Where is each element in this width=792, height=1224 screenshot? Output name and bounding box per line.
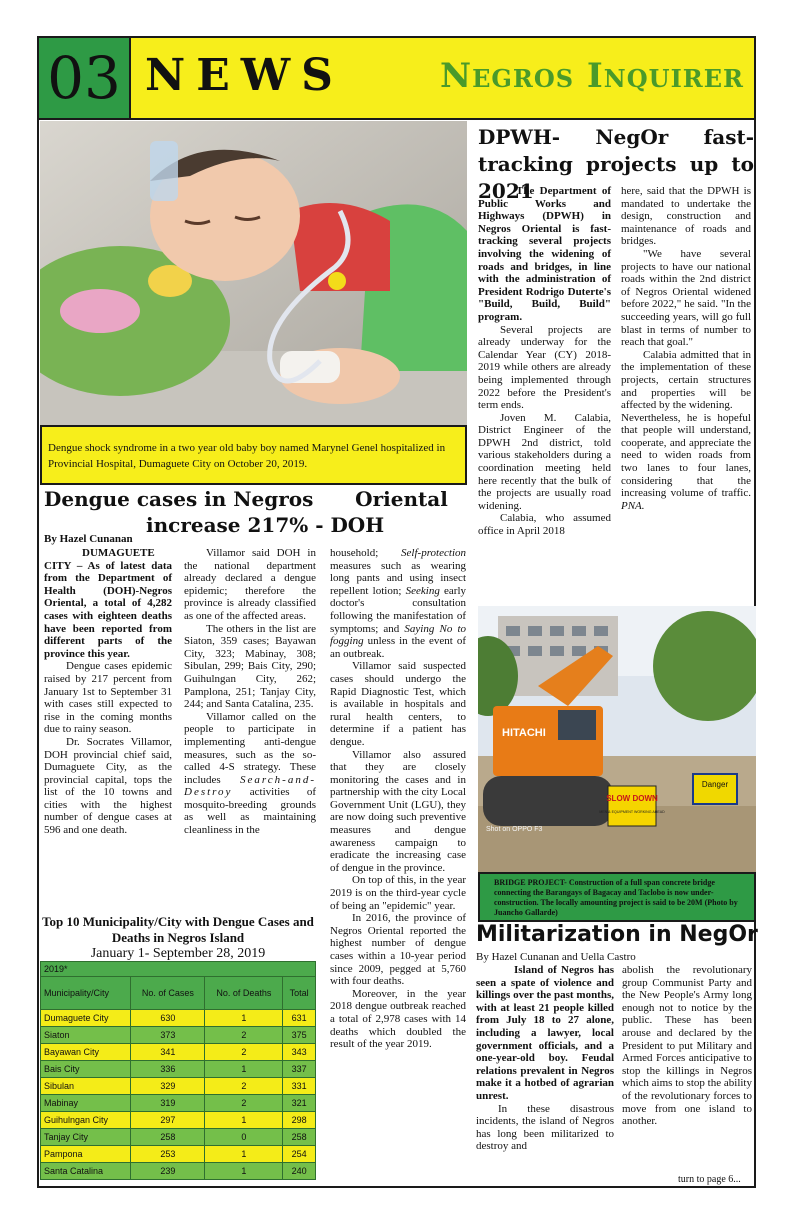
masthead — [39, 38, 754, 120]
photo-watermark: Shot on OPPO F3 — [486, 826, 543, 833]
dengue-paragraph — [184, 711, 316, 837]
cell-total: 258 — [283, 1129, 316, 1146]
dpwh-headline: DPWH- NegOr fast-tracking projects up to 2021 — [478, 125, 754, 203]
photo2-caption: BRIDGE PROJECT- Construction of a full span concrete bridge connecting the Barangays of Bagacay and Taclobo is now under-construction. The locally amounting project is said to be 20M (Photo by Juancho Gallarde) — [478, 872, 756, 922]
cell-municipality: Guihulngan City — [41, 1112, 131, 1129]
dpwh-paragraph: "We have several projects to have our national roads within the 2nd district of Negros Oriental widened before 2022," he said. "In the succeeding years, will go full blast in terms of number to reach that goal." — [621, 247, 751, 349]
cell-total: 298 — [283, 1112, 316, 1129]
dengue-headline-line1: Dengue cases in Negros Oriental — [44, 487, 448, 511]
dengue-table — [40, 961, 316, 1180]
dengue-paragraph: The others in the list are Siaton, 359 cases; Bayawan City, 323; Mabinay, 308; Sibulan, 299; Bais City, 290; Guihulngan City, 262; Pamplona, 251; Tanjay City, 244; and Santa Catalina, 235. — [184, 622, 316, 711]
cell-deaths: 1 — [205, 1146, 283, 1163]
cell-total: 240 — [283, 1163, 316, 1180]
dpwh-paragraph: Calabia admitted that in the implementation of these projects, certain structures and properties will be affected by the widening. — [621, 348, 751, 412]
dpwh-paragraph: Calabia, who assumed office in April 2018 — [478, 512, 611, 538]
table-row — [41, 1163, 316, 1180]
sign-danger: Danger — [701, 780, 729, 789]
dengue-headline — [44, 486, 474, 538]
table-title: Top 10 Municipality/City with Dengue Cases and Deaths in Negros Island — [42, 914, 314, 945]
cell-deaths: 1 — [205, 1010, 283, 1027]
machine-brand: HITACHI — [502, 727, 546, 739]
dengue-paragraph — [330, 547, 466, 660]
table-year: 2019* — [41, 962, 316, 977]
continued-note: turn to page 6... — [678, 1174, 741, 1185]
cell-cases: 341 — [131, 1044, 205, 1061]
dengue-column-3 — [330, 547, 466, 1051]
dengue-paragraph: Moreover, in the year 2018 dengue outbreak reached a total of 2,978 cases with 14 deaths which doubled the result of the year 2019. — [330, 987, 466, 1051]
militarization-byline: By Hazel Cunanan and Uella Castro — [476, 951, 636, 963]
cell-total: 254 — [283, 1146, 316, 1163]
text-run: Nevertheless, he is hopeful that people will understand, cooperate, and appreciate the need to widen roads from two lanes to four lanes, considering that the increasing volume of traffic. — [621, 411, 751, 500]
dengue-paragraph: On top of this, in the year 2019 is on the third-year cycle of being an "epidemic" year. — [330, 874, 466, 912]
cell-municipality: Dumaguete City — [41, 1010, 131, 1027]
emphasis: Seeking — [405, 584, 440, 597]
dengue-headline-line2: increase 217% - DOH — [146, 513, 385, 537]
dengue-paragraph: Villamor said DOH in the national department already declared a dengue epidemic; therefore the province is already classified as one of the affected areas. — [184, 547, 316, 622]
cell-deaths: 2 — [205, 1078, 283, 1095]
cell-cases: 297 — [131, 1112, 205, 1129]
table-row — [41, 1061, 316, 1078]
militarization-column-2 — [622, 964, 752, 1128]
militarization-paragraph: abolish the revolutionary group Communist Party and the New People's Army long enough not to notice by the public. These has been arouse and declared by the President to put Military and Armed Forces anticipative to stop the killings in Negros which aims to stop the ability of the revolutionary forces to move from one island to another. — [622, 964, 752, 1128]
text-run: unless in the event of an outbreak. — [330, 635, 467, 660]
dengue-paragraph: Villamor said suspected cases should undergo the Rapid Diagnostic Test, which is available in hospitals and rural health centers, to determine if a patient has dengue. — [330, 660, 466, 748]
cell-total: 331 — [283, 1078, 316, 1095]
photo1-caption: Dengue shock syndrome in a two year old baby boy named Marynel Genel hospitalized in Provincial Hospital, Dumaguete City on October 20, 2019. — [40, 425, 467, 485]
dpwh-lead: The Department of Public Works and Highways (DPWH) in Negros Oriental is fast-tracking several projects involving the widening of roads and bridges, in line with the administration of President Rodrigo Duterte's "Build, Build, Build" program. — [478, 185, 611, 323]
table-row — [41, 1112, 316, 1129]
header-cases: No. of Cases — [131, 977, 205, 1010]
table-row — [41, 1146, 316, 1163]
dengue-column-2 — [184, 547, 316, 837]
cell-municipality: Siaton — [41, 1027, 131, 1044]
dpwh-paragraph: Joven M. Calabia, District Engineer of the DPWH 2nd district, told various stakeholders during a coordination meeting held here recently that the bulk of the projects are usually road widening. — [478, 411, 611, 512]
cell-deaths: 2 — [205, 1027, 283, 1044]
text-run: measures such as wearing long pants and using insect repellent lotion; — [330, 559, 466, 597]
cell-cases: 630 — [131, 1010, 205, 1027]
dengue-paragraph: Dr. Socrates Villamor, DOH provincial chief said, Dumaguete City, as the provincial capital, tops the list of the 10 towns and cities with the highest number of dengue cases at 596 and one death. — [44, 735, 172, 837]
dpwh-column-1 — [478, 185, 611, 538]
cell-total: 337 — [283, 1061, 316, 1078]
cell-cases: 373 — [131, 1027, 205, 1044]
cell-municipality: Bais City — [41, 1061, 131, 1078]
cell-cases: 253 — [131, 1146, 205, 1163]
cell-deaths: 2 — [205, 1044, 283, 1061]
table-row — [41, 1129, 316, 1146]
dengue-paragraph: Villamor also assured that they are closely monitoring the cases and in partnership with the city Local Government Unit (LGU), they are now doing such preventive measures and dengue awareness campaign to eradicate the increasing case of dengue in the province. — [330, 748, 466, 874]
cell-total: 343 — [283, 1044, 316, 1061]
section-title: NEWS — [145, 50, 344, 101]
dpwh-paragraph: here, said that the DPWH is mandated to undertake the design, construction and maintenance of roads and bridges. — [621, 185, 751, 248]
cell-municipality: Santa Catalina — [41, 1163, 131, 1180]
newspaper-name: Negros Inquirer — [440, 56, 744, 96]
militarization-lead: Island of Negros has seen a spate of violence and killings over the past months, with at least 21 people killed from July 18 to 27 alone, including a lawyer, local government officials, and a one-year-old boy. Feudal relations prevalent in Negros make it a hotbed of agrarian unrest. — [476, 964, 614, 1102]
table-subtitle: January 1- September 28, 2019 — [90, 946, 266, 961]
cell-total: 321 — [283, 1095, 316, 1112]
page-number: 03 — [39, 38, 131, 118]
sign-slow-down-sub: MEN & EQUIPMENT WORKING AHEAD — [599, 810, 665, 814]
dengue-lead: DUMAGUETE CITY – As of latest data from the Department of Health (DOH)-Negros Oriental, a total of 4,282 cases with eighteen deaths have been reported from different parts of the province this year. — [44, 547, 172, 660]
sign-slow-down: SLOW DOWN — [606, 794, 658, 803]
table-row — [41, 1078, 316, 1095]
cell-deaths: 1 — [205, 1112, 283, 1129]
dengue-byline: By Hazel Cunanan — [44, 533, 133, 545]
text-run: early doctor's consultation following the manifestation of symptoms; and — [330, 584, 466, 635]
cell-cases: 258 — [131, 1129, 205, 1146]
table-row — [41, 1027, 316, 1044]
cell-municipality: Pampona — [41, 1146, 131, 1163]
dengue-paragraph: In 2016, the province of Negros Oriental reported the highest number of dengue cases within a 10-year period since 2009, pegged at 5,760 with four deaths. — [330, 912, 466, 988]
dengue-column-1 — [44, 547, 172, 837]
militarization-paragraph: In these disastrous incidents, the island of Negros has long been militarized to destroy and — [476, 1102, 614, 1153]
cell-municipality: Mabinay — [41, 1095, 131, 1112]
table-year-row — [41, 962, 316, 977]
cell-municipality: Bayawan City — [41, 1044, 131, 1061]
text-run: household; — [330, 547, 379, 559]
emphasis: PNA. — [621, 499, 645, 512]
text-run: activities of mosquito-breeding grounds as well as maintaining cleanliness in the — [184, 786, 317, 837]
dpwh-column-2 — [621, 185, 751, 512]
cell-cases: 329 — [131, 1078, 205, 1095]
cell-deaths: 2 — [205, 1095, 283, 1112]
table-row — [41, 1095, 316, 1112]
cell-deaths: 1 — [205, 1061, 283, 1078]
cell-cases: 239 — [131, 1163, 205, 1180]
cell-deaths: 1 — [205, 1163, 283, 1180]
dpwh-paragraph: Several projects are already underway for the Calendar Year (CY) 2018-2019 while others are already being implemented through 2022 before the President's term ends. — [478, 323, 611, 412]
table-row — [41, 1010, 316, 1027]
header-deaths: No. of Deaths — [205, 977, 283, 1010]
emphasis: Search-and-Destroy — [184, 773, 316, 799]
text-run: Villamor called on the people to participate in implementing anti-dengue measures, such as the so-called 4-S strategy. These includes — [184, 710, 316, 786]
dengue-paragraph: Dengue cases epidemic raised by 217 percent from January 1st to September 31 with cases still expected to rise in the coming months due to rainy season. — [44, 660, 172, 736]
cell-cases: 319 — [131, 1095, 205, 1112]
cell-total: 631 — [283, 1010, 316, 1027]
emphasis: Self-protection — [401, 547, 466, 559]
militarization-column-1 — [476, 964, 614, 1153]
cell-municipality: Tanjay City — [41, 1129, 131, 1146]
emphasis: Saying No to fogging — [330, 622, 466, 648]
header-municipality: Municipality/City — [41, 977, 131, 1010]
dpwh-paragraph — [621, 412, 751, 513]
militarization-headline: Militarization in NegOr — [476, 922, 758, 947]
dengue-photo — [40, 121, 467, 425]
cell-total: 375 — [283, 1027, 316, 1044]
bridge-photo — [478, 606, 756, 872]
header-total: Total — [283, 977, 316, 1010]
cell-cases: 336 — [131, 1061, 205, 1078]
table-row — [41, 1044, 316, 1061]
cell-deaths: 0 — [205, 1129, 283, 1146]
cell-municipality: Sibulan — [41, 1078, 131, 1095]
table-header-row — [41, 977, 316, 1010]
